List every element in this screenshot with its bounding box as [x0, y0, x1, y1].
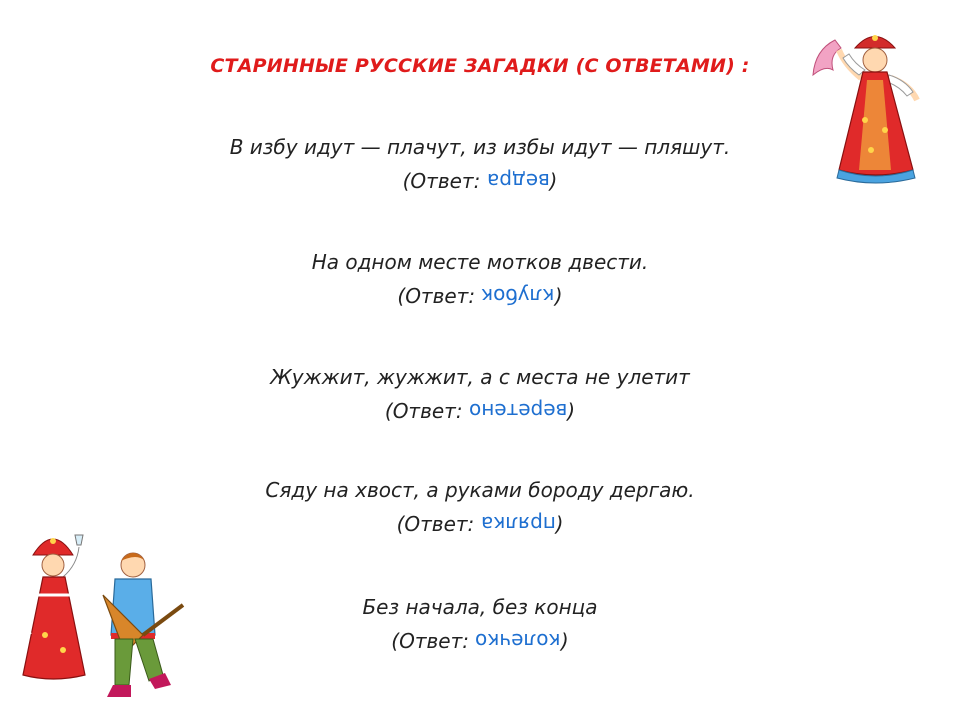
riddle-answer: колечко [475, 629, 561, 653]
riddle-answer-line [0, 279, 960, 313]
answer-prefix: (Ответ: [384, 399, 469, 423]
riddle-question: Сяду на хвост, а руками бороду дергаю. [265, 478, 695, 502]
dancing-couple-illustration [15, 525, 195, 710]
answer-prefix: (Ответ: [397, 284, 482, 308]
riddle-question: В избу идут — плачут, из избы идут — пляшут. [229, 135, 731, 159]
answer-prefix: (Ответ: [391, 629, 476, 653]
answer-suffix: ) [549, 169, 558, 193]
answer-suffix: ) [555, 512, 564, 536]
answer-suffix: ) [560, 629, 569, 653]
riddle-question: Жужжит, жужжит, а с места не улетит [270, 365, 690, 389]
answer-prefix: (Ответ: [396, 512, 481, 536]
riddle-answer: веретено [468, 399, 568, 423]
riddle-item [0, 360, 960, 428]
riddle-answer: клубок [481, 284, 555, 308]
riddle-question: На одном месте мотков двести. [311, 250, 649, 274]
answer-suffix: ) [554, 284, 563, 308]
riddle-answer-line [0, 394, 960, 428]
riddle-item [0, 245, 960, 313]
dancing-girl-illustration [805, 20, 945, 190]
page-title: СТАРИННЫЕ РУССКИЕ ЗАГАДКИ (С ОТВЕТАМИ) : [210, 55, 750, 77]
riddle-answer: прялка [480, 512, 556, 536]
riddle-answer: ведра [486, 169, 550, 193]
answer-suffix: ) [567, 399, 576, 423]
answer-prefix: (Ответ: [402, 169, 487, 193]
riddle-question: Без начала, без конца [362, 595, 598, 619]
